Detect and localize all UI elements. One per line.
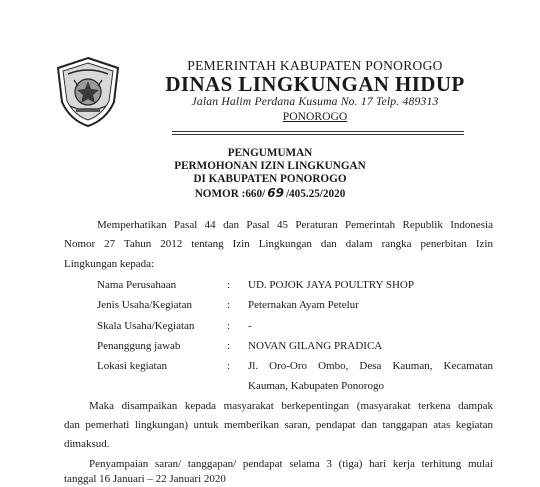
announcement-subject: PERMOHONAN IZIN LINGKUNGAN bbox=[174, 160, 366, 172]
detail-value-continued: Kauman, Kabupaten Ponorogo bbox=[248, 380, 384, 392]
detail-label: Penanggung jawab bbox=[97, 340, 181, 352]
detail-label: Skala Usaha/Kegiatan bbox=[97, 320, 195, 332]
intro-line: Lingkungan kepada: bbox=[64, 258, 155, 270]
intro-line: Nomor 27 Tahun 2012 tentang Izin Lingkungan dan dalam rangka penerbitan Izin bbox=[64, 238, 493, 250]
detail-label: Nama Perusahaan bbox=[97, 279, 177, 291]
detail-label: Jenis Usaha/Kegiatan bbox=[97, 299, 192, 311]
paragraph-line: tanggal 16 Januari – 22 Januari 2020 bbox=[64, 473, 226, 485]
paragraph-line: Maka disampaikan kepada masyarakat berkepentingan (masyarakat terkena dampak bbox=[89, 400, 493, 412]
announcement-heading: PENGUMUMAN bbox=[227, 147, 313, 159]
announcement-region: DI KABUPATEN PONOROGO bbox=[193, 173, 347, 185]
paragraph-line: dan pemerhati lingkungan) untuk memberikan saran, pendapat dan tanggapan atas kegiatan bbox=[64, 419, 493, 431]
paragraph-line: Penyampaian saran/ tanggapan/ pendapat selama 3 (tiga) hari kerja terhitung mulai bbox=[89, 458, 493, 470]
detail-colon: : bbox=[227, 360, 231, 372]
paragraph-line: dimaksud. bbox=[64, 438, 110, 450]
handwritten-number: 69 bbox=[267, 186, 284, 200]
letterhead-rule bbox=[172, 134, 464, 135]
coat-of-arms-emblem bbox=[56, 56, 120, 128]
government-name: PEMERINTAH KABUPATEN PONOROGO bbox=[187, 58, 443, 73]
letterhead-rule bbox=[172, 131, 464, 132]
detail-value: NOVAN GILANG PRADICA bbox=[248, 340, 383, 352]
detail-label: Lokasi kegiatan bbox=[97, 360, 167, 372]
intro-line: Memperhatikan Pasal 44 dan Pasal 45 Peraturan Pemerintah Republik Indonesia bbox=[97, 219, 493, 231]
number-label: NOMOR :660/ bbox=[194, 188, 266, 200]
announcement-number bbox=[100, 186, 440, 200]
detail-value: Peternakan Ayam Petelur bbox=[248, 299, 359, 311]
agency-name: DINAS LINGKUNGAN HIDUP bbox=[165, 72, 465, 96]
agency-address: Jalan Halim Perdana Kusuma No. 17 Telp. 489313 bbox=[191, 95, 439, 108]
detail-value: - bbox=[248, 320, 252, 332]
number-suffix: /405.25/2020 bbox=[285, 188, 346, 200]
detail-colon: : bbox=[227, 299, 231, 311]
detail-value: UD. POJOK JAYA POULTRY SHOP bbox=[248, 279, 414, 291]
detail-colon: : bbox=[227, 320, 231, 332]
detail-value: Jl. Oro-Oro Ombo, Desa Kauman, Kecamatan bbox=[248, 360, 493, 372]
detail-colon: : bbox=[227, 279, 231, 291]
detail-colon: : bbox=[227, 340, 231, 352]
agency-city: PONOROGO bbox=[282, 110, 348, 123]
